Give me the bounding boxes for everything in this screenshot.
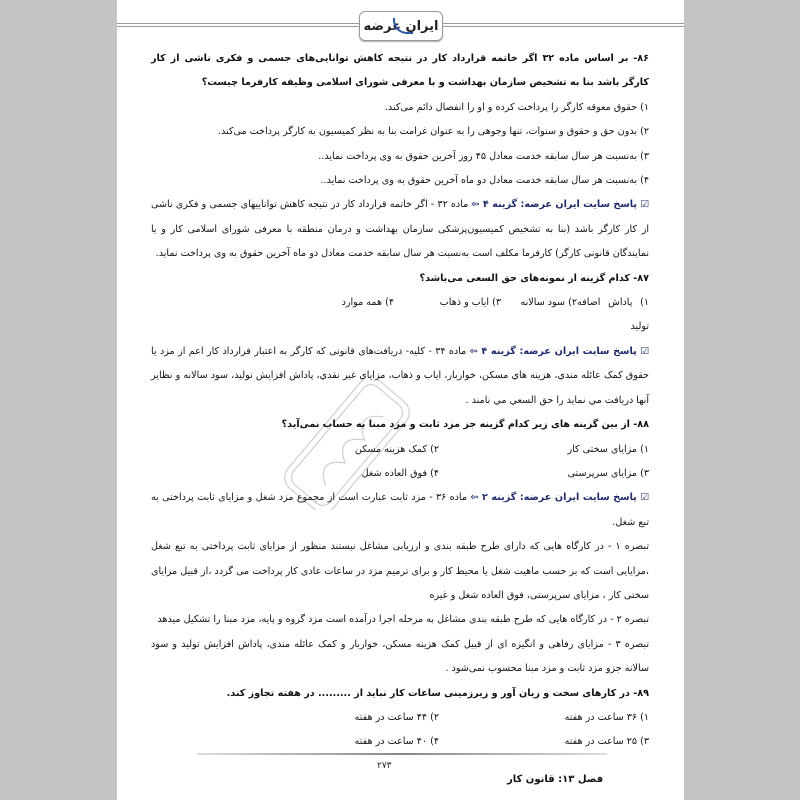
question-88: ۸۸- از بین گزینه های زیر کدام گزینه جز مزد ثابت و مزد مبنا به حساب نمی‌آید؟ xyxy=(281,419,649,431)
option: ۳) به‌نسبت هر سال سابقه خدمت معادل ۴۵ روز آخرین حقوق به وی پرداخت نماید.. xyxy=(318,150,649,162)
answer-86 xyxy=(151,193,649,266)
answer-text: ماده ۳۴ - کلیه- دریافت‌های قانونی که کارگر به اعتبار قرارداد کار اعم از مزد یا حقوق کمک عائله مندي، هزينه هاي مسكن، خواربار، اياب و ذهاب، مزاياي غير نقدي، پاداش افزايش توليد، سود سالانه و نظاير آنها دريافت مي نمايد را حق السعي مي نامند . xyxy=(151,345,649,406)
option: ۱) ۳۶ ساعت در هفته xyxy=(564,711,649,723)
question-86: ۸۶- بر اساس ماده ۳۲ اگر خاتمه قرارداد کار در نتیجه کاهش توانایی‌های جسمی و فکری ناشی از کار کارگر باشد بنا به تشخیص سازمان بهداشت و با معرفی شورای اسلامی وظیفه کارفرما چیست؟ xyxy=(151,53,650,89)
option: ۴) به‌نسبت هر سال سابقه خدمت معادل دو ماه آخرین حقوق به وی پرداخت نماید.. xyxy=(320,175,649,187)
option: ۲) کمک هزینه مسکن xyxy=(354,443,439,455)
options-89-row2 xyxy=(151,730,649,754)
chapter-title: فصل ۱۳: قانون کار xyxy=(507,774,604,785)
note: تبصره ۲ - در کارگاه هایی که طرح طبقه بندی مشاغل به مرحله اجرا درآمده است مزد گروه و پایه، مزد مبنا را تشکیل میدهد xyxy=(157,614,649,626)
page-number: ۲۷۳ xyxy=(377,761,392,771)
answer-87 xyxy=(151,340,649,413)
question-87: ۸۷- کدام گزینه از نمونه‌های حق السعی می‌باشد؟ xyxy=(419,272,649,284)
option: ۲) سود سالانه xyxy=(520,297,577,309)
option: ۱) پاداش اضافه تولید xyxy=(577,297,649,333)
answer-label: ☑ پاسخ سایت ایران عرضه: گزینه ۴ ⇦ xyxy=(469,345,649,357)
options-87 xyxy=(151,291,649,340)
question-89: ۸۹- در کارهای سخت و زیان آور و زیرزمینی ساعات کار نباید از ......... در هفته تجاوز کند. xyxy=(226,687,649,699)
option: ۱) مزایای سختی کار xyxy=(567,443,649,455)
logo-text: ایران عرضه xyxy=(363,18,439,34)
document-page xyxy=(117,0,684,800)
options-89-row1 xyxy=(151,706,649,730)
option: ۴) ۴۰ ساعت در هفته xyxy=(354,736,439,748)
logo xyxy=(359,11,443,41)
option: ۳) ایاب و ذهاب xyxy=(439,297,501,309)
answer-text: ماده ۳۶ - مزد ثابت عبارت است از مجموع مزد شغل و مزایای ثابت پرداختی به تبع شغل. xyxy=(151,492,649,528)
footer-line xyxy=(197,753,607,755)
answer-label: ☑ پاسخ سایت ایران عرضه: گزینه ۴ ⇦ xyxy=(471,199,650,211)
answer-88 xyxy=(151,486,649,535)
option: ۴) همه موارد xyxy=(341,297,394,309)
options-88-row2 xyxy=(151,462,649,486)
answer-label: ☑ پاسخ سایت ایران عرضه: گزینه ۲ ⇦ xyxy=(470,492,649,504)
option: ۴) فوق العاده شغل xyxy=(361,467,439,479)
note: تبصره ۱ - در کارگاه هایی که دارای طرح طبقه بندی و ارزیابی مشاغل نیستند منظور از مزایای ثابت پرداختی به تبع شغل ،مزایایی است که بر حسب ماهیت شغل یا محیط کار و برای ترمیم مزد در ساعات عادی کار پرداخت می گردد ،از قبیل مزایای سختی کار ، مزایای سرپرستی، فوق العاده شغل و غیره xyxy=(151,541,649,601)
answer-text: ماده ۳۲ - اگر خاتمه قرارداد کار در نتیجه کاهش تواناییهای جسمی و فکری ناشی از کار کارگر باشد (بنا به تشخیص کمیسیون‌پزشکی سازمان بهداشت و درمان منطقه با معرفی شورای اسلامی کار و یا نمایندگان قانونی کارگر) کارفرما مکلف است به‌نسبت هر سال سابقه خدمت معادل دو ماه آخرین حقوق به وی پرداخت نماید. xyxy=(151,199,649,260)
document-content xyxy=(151,47,649,755)
option: ۳) مزایای سرپرستی xyxy=(567,467,649,479)
option: ۱) حقوق معوقه کارگر را پرداخت کرده و او را انفصال دائم می‌کند. xyxy=(384,101,649,113)
options-88-row1 xyxy=(151,438,649,462)
option: ۲) ۴۴ ساعت در هفته xyxy=(354,711,439,723)
option: ۳) ۲۵ ساعت در هفته xyxy=(564,736,649,748)
note: تبصره ۳ - مزایای رفاهی و انگیزه ای از قبیل کمک هزینه مسکن، خواربار و کمک عائله مندی، پاداش افزایش تولید و سود سالانه جزو مزد ثابت و مزد مبنا محسوب نمی‌شود . xyxy=(151,638,649,675)
option: ۲) بدون حق و حقوق و سنوات، تنها وجوهی را به عنوان غرامت بنا به نظر کمیسیون به کارگر پرداخت می‌کند. xyxy=(217,126,649,138)
